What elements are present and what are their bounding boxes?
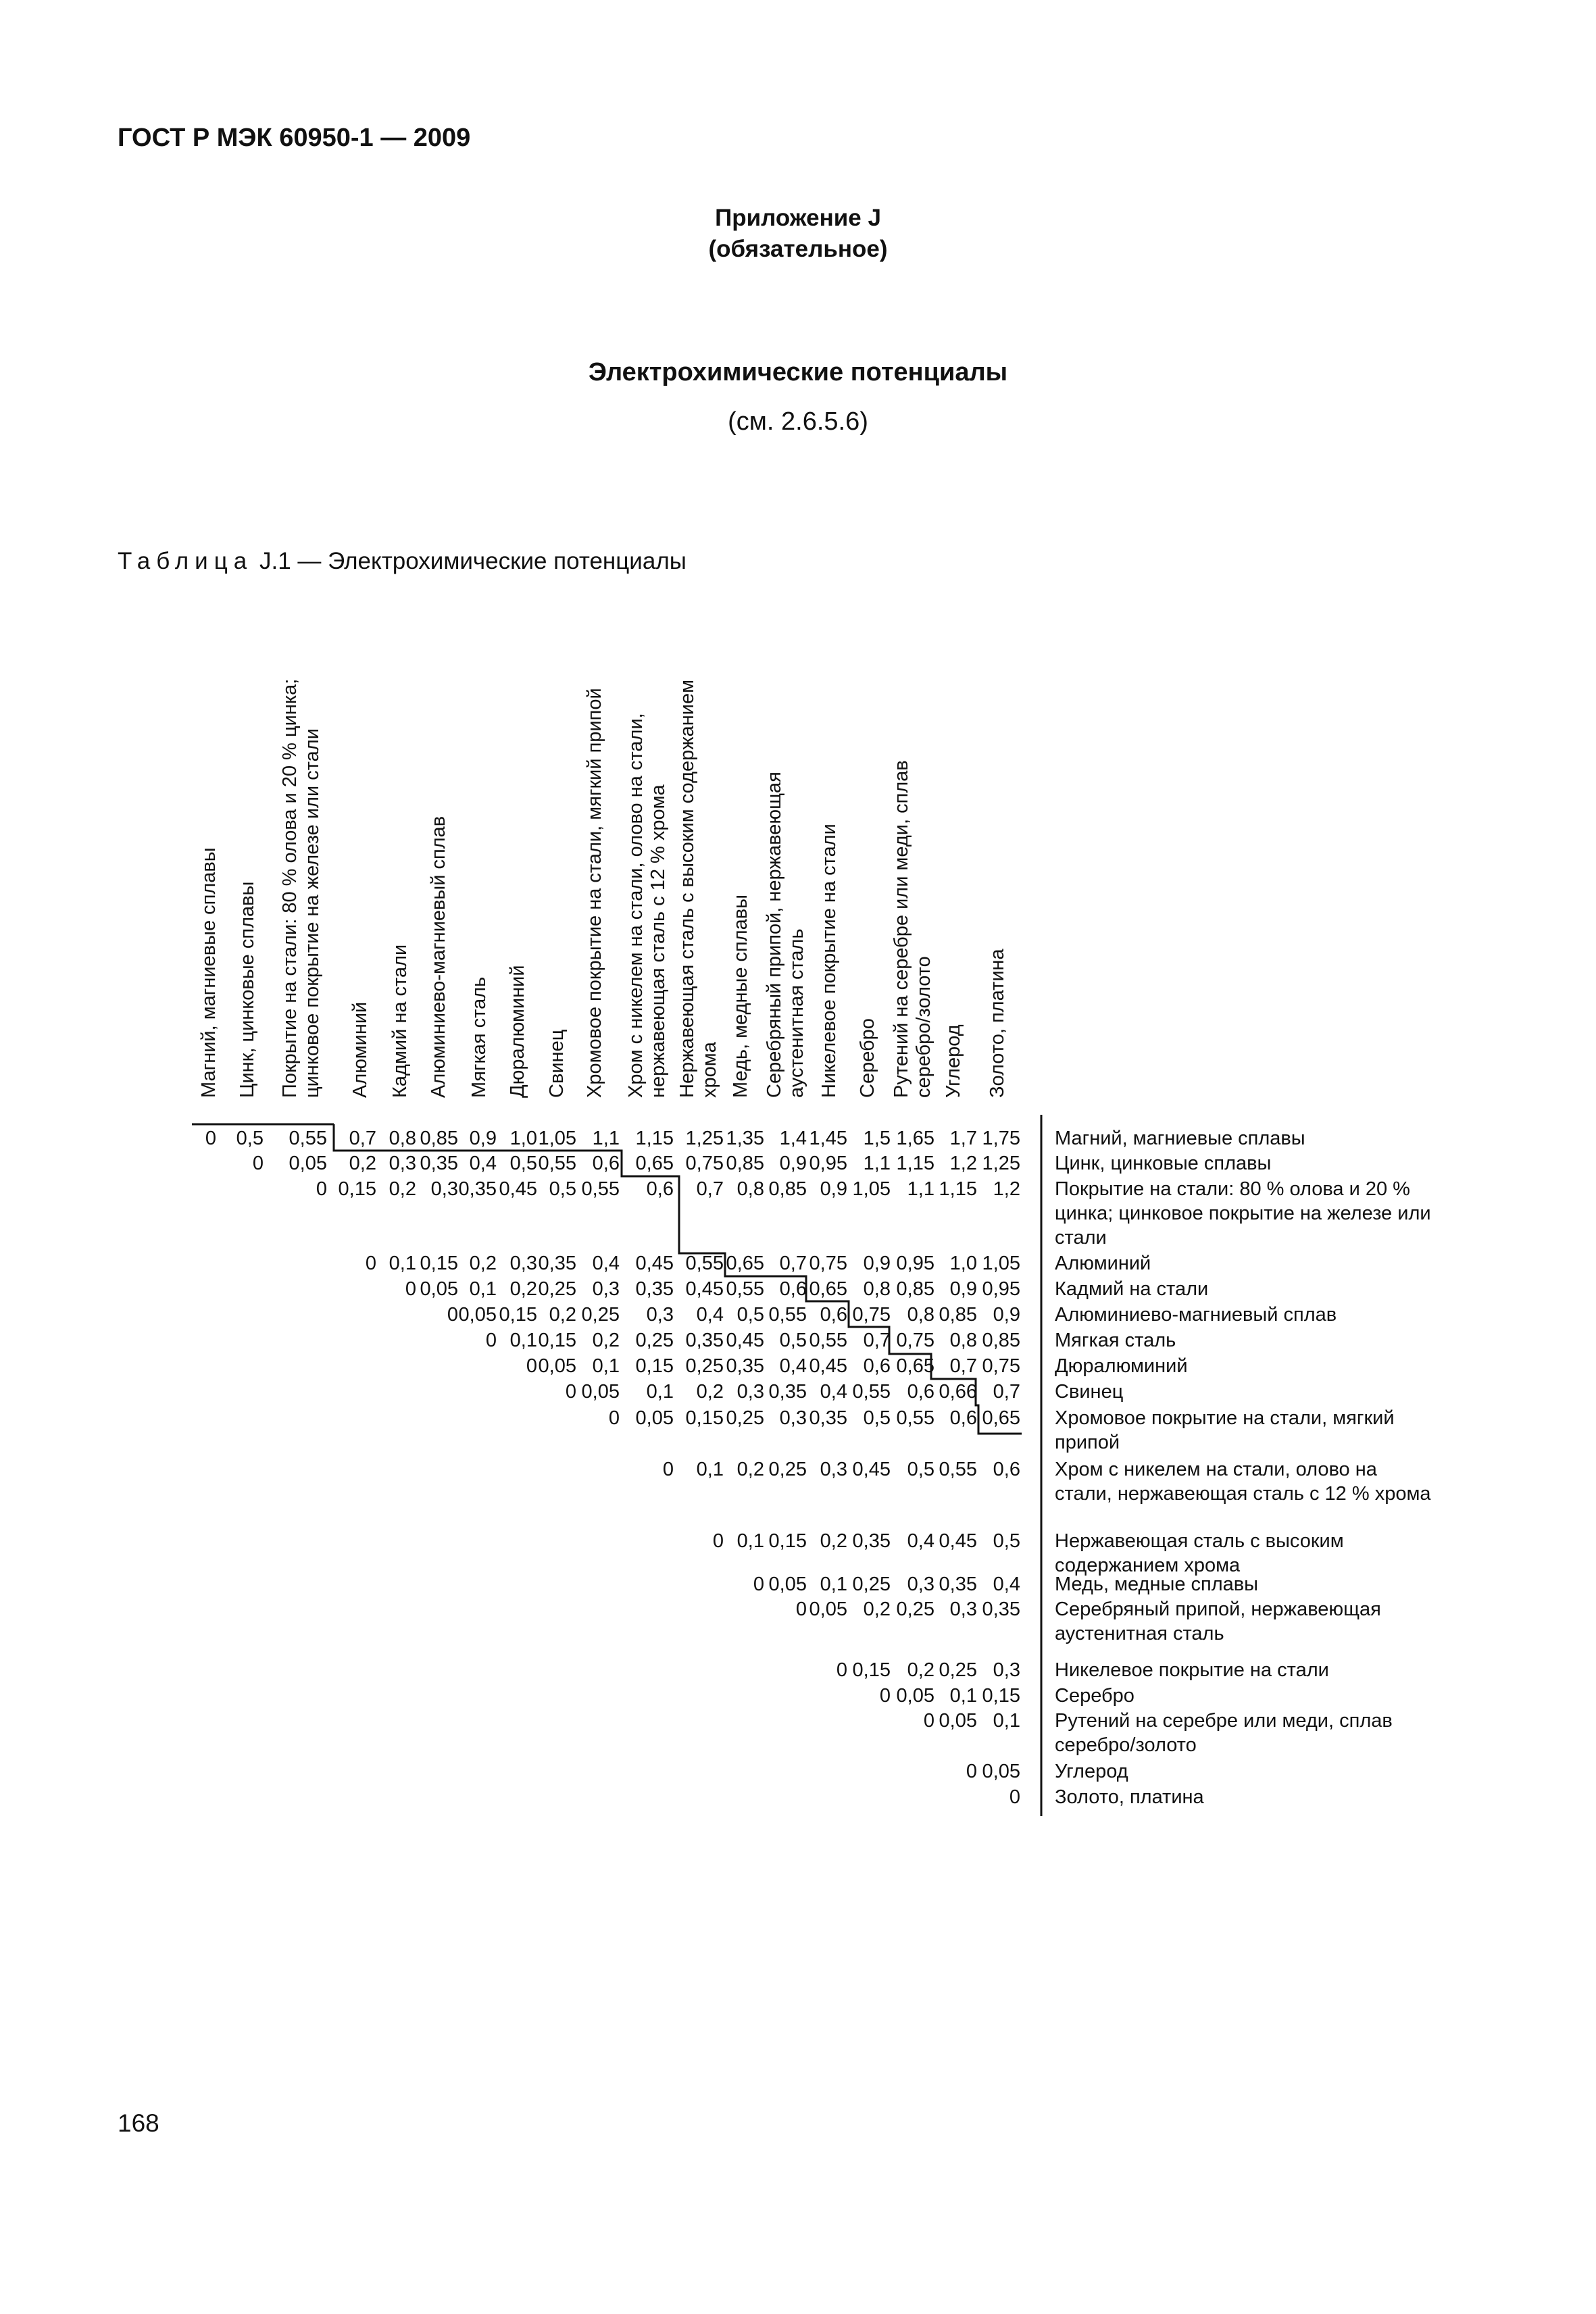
annex-reference: (см. 2.6.5.6) xyxy=(728,407,868,436)
column-header-label: Кадмий на стали xyxy=(389,944,411,1098)
table-cell: 1,65 xyxy=(896,1128,934,1149)
table-cell: 1,7 xyxy=(949,1128,977,1149)
table-cell: 0,55 xyxy=(852,1381,891,1403)
table-cell: 0,3 xyxy=(737,1381,764,1403)
table-cell: 1,05 xyxy=(538,1128,576,1149)
table-cell: 0 xyxy=(447,1304,458,1326)
table-cell: 1,15 xyxy=(939,1178,977,1200)
table-cell: 0,75 xyxy=(982,1355,1020,1377)
table-cell: 0,35 xyxy=(982,1599,1020,1620)
row-label: Медь, медные сплавы xyxy=(1055,1574,1259,1595)
table-cell: 0,15 xyxy=(768,1530,807,1552)
table-cell: 0,2 xyxy=(737,1459,764,1480)
table-cell: 0,15 xyxy=(852,1659,891,1681)
table-cell: 0,5 xyxy=(993,1530,1020,1552)
table-cell: 0 xyxy=(405,1278,416,1300)
table-cell: 0 xyxy=(753,1574,764,1595)
table-cell: 0,95 xyxy=(982,1278,1020,1300)
table-cell: 0,25 xyxy=(852,1574,891,1595)
table-cell: 0,25 xyxy=(896,1599,934,1620)
table-cell: 0,05 xyxy=(939,1710,977,1732)
table-cell: 0,25 xyxy=(581,1304,620,1326)
table-cell: 0 xyxy=(712,1530,724,1552)
column-header-label: Мягкая сталь xyxy=(468,976,490,1098)
table-cell: 0,45 xyxy=(499,1178,537,1200)
table-cell: 0,9 xyxy=(779,1153,807,1174)
table-cell: 1,45 xyxy=(809,1128,847,1149)
row-label: Никелевое покрытие на стали xyxy=(1055,1659,1329,1681)
table-cell: 0,55 xyxy=(685,1253,724,1274)
table-cell: 0,85 xyxy=(726,1153,764,1174)
table-cell: 0,05 xyxy=(768,1574,807,1595)
column-header-label: Углерод xyxy=(943,1024,964,1098)
row-label: Мягкая сталь xyxy=(1055,1330,1176,1351)
table-cell: 0,05 xyxy=(538,1355,576,1377)
table-cell: 0,35 xyxy=(939,1574,977,1595)
table-cell: 0,2 xyxy=(907,1659,934,1681)
row-label: Свинец xyxy=(1055,1381,1124,1403)
column-header-label: Алюминиево-магниевый сплав xyxy=(428,815,449,1098)
column-header-label: Нержавеющая сталь с высоким содержанием хрома xyxy=(676,679,720,1098)
table-cell: 0,45 xyxy=(685,1278,724,1300)
table-cell: 1,0 xyxy=(949,1253,977,1274)
table-cell: 0,45 xyxy=(939,1530,977,1552)
table-cell: 0,35 xyxy=(635,1278,674,1300)
table-cell: 0,1 xyxy=(592,1355,620,1377)
table-cell: 0,4 xyxy=(779,1355,807,1377)
table-cell: 0,3 xyxy=(430,1178,458,1200)
table-cell: 0,5 xyxy=(779,1330,807,1351)
table-cell: 0,1 xyxy=(949,1685,977,1707)
table-cell: 0,2 xyxy=(592,1330,620,1351)
document-header: ГОСТ Р МЭК 60950-1 — 2009 xyxy=(118,124,471,152)
table-cell: 0,25 xyxy=(538,1278,576,1300)
table-cell: 0,15 xyxy=(685,1407,724,1429)
row-label: Углерод xyxy=(1055,1761,1128,1782)
table-cell: 0,35 xyxy=(458,1178,497,1200)
table-cell: 0,15 xyxy=(538,1330,576,1351)
table-cell: 0,6 xyxy=(949,1407,977,1429)
column-header-label: Дюралюминий xyxy=(507,965,528,1098)
table-cell: 0,05 xyxy=(458,1304,497,1326)
table-cell: 0,25 xyxy=(635,1330,674,1351)
table-cell: 0,2 xyxy=(820,1530,847,1552)
table-cell: 1,2 xyxy=(949,1153,977,1174)
table-cell: 0,8 xyxy=(737,1178,764,1200)
table-cell: 0,55 xyxy=(726,1278,764,1300)
table-cell: 1,1 xyxy=(907,1178,934,1200)
table-cell: 0,1 xyxy=(469,1278,497,1300)
potential-threshold-line xyxy=(334,1124,1022,1434)
table-cell: 0,5 xyxy=(549,1178,576,1200)
table-cell: 0,45 xyxy=(726,1330,764,1351)
table-cell: 0,35 xyxy=(768,1381,807,1403)
table-cell: 0,05 xyxy=(809,1599,847,1620)
table-cell: 0,45 xyxy=(635,1253,674,1274)
column-header-label: Медь, медные сплавы xyxy=(730,894,751,1098)
table-cell: 0,5 xyxy=(509,1153,537,1174)
table-cell: 1,1 xyxy=(863,1153,891,1174)
table-cell: 0,35 xyxy=(852,1530,891,1552)
table-cell: 0,25 xyxy=(685,1355,724,1377)
table-cell: 0,45 xyxy=(852,1459,891,1480)
table-cell: 0,55 xyxy=(809,1330,847,1351)
column-header-label: Золото, платина xyxy=(987,949,1008,1098)
table-cell: 0,3 xyxy=(993,1659,1020,1681)
table-caption-text: J.1 — Электрохимические потенциалы xyxy=(259,548,687,574)
table-cell: 0,75 xyxy=(809,1253,847,1274)
table-cell: 0,65 xyxy=(635,1153,674,1174)
table-cell: 0,05 xyxy=(896,1685,934,1707)
table-cell: 1,75 xyxy=(982,1128,1020,1149)
table-cell: 0,2 xyxy=(389,1178,416,1200)
table-cell: 0,2 xyxy=(509,1278,537,1300)
table-cell: 0,66 xyxy=(939,1381,977,1403)
column-header-label: Хром с никелем на стали, олово на стали, нержавеющая сталь с 12 % хрома xyxy=(625,713,669,1098)
table-cell: 0,8 xyxy=(949,1330,977,1351)
row-label: Серебряный припой, нержавеющая аустенитная сталь xyxy=(1055,1599,1381,1644)
row-label: Хром с никелем на стали, олово на стали, нержавеющая сталь с 12 % хрома xyxy=(1055,1459,1431,1505)
table-cell: 0,2 xyxy=(469,1253,497,1274)
table-cell: 0,15 xyxy=(982,1685,1020,1707)
table-cell: 0 xyxy=(316,1178,327,1200)
row-label: Магний, магниевые сплавы xyxy=(1055,1128,1305,1149)
table-cell: 0,9 xyxy=(469,1128,497,1149)
table-cell: 0,9 xyxy=(949,1278,977,1300)
table-cell: 0,2 xyxy=(349,1153,376,1174)
table-cell: 0,4 xyxy=(469,1153,497,1174)
column-header-label: Свинец xyxy=(546,1029,568,1098)
table-cell: 0 xyxy=(565,1381,576,1403)
page-number: 168 xyxy=(118,2109,159,2137)
table-cell: 0,45 xyxy=(809,1355,847,1377)
table-cell: 0,15 xyxy=(499,1304,537,1326)
table-cell: 1,15 xyxy=(635,1128,674,1149)
row-label: Серебро xyxy=(1055,1685,1134,1707)
table-cell: 0,5 xyxy=(737,1304,764,1326)
table-cell: 0,5 xyxy=(236,1128,264,1149)
table-cell: 1,1 xyxy=(592,1128,620,1149)
table-cell: 0,3 xyxy=(509,1253,537,1274)
table-cell: 0,65 xyxy=(726,1253,764,1274)
table-cell: 1,05 xyxy=(852,1178,891,1200)
table-cell: 0,35 xyxy=(809,1407,847,1429)
table-cell: 1,0 xyxy=(509,1128,537,1149)
table-cell: 0,85 xyxy=(896,1278,934,1300)
table-cell: 0,4 xyxy=(696,1304,724,1326)
table-cell: 0,55 xyxy=(538,1153,576,1174)
table-cell: 0,4 xyxy=(592,1253,620,1274)
table-cell: 0,1 xyxy=(646,1381,674,1403)
table-cell: 1,15 xyxy=(896,1153,934,1174)
table-cell: 0,9 xyxy=(863,1253,891,1274)
table-cell: 0,6 xyxy=(779,1278,807,1300)
table-cell: 0 xyxy=(662,1459,674,1480)
table-cell: 0,65 xyxy=(809,1278,847,1300)
table-cell: 0,8 xyxy=(907,1304,934,1326)
column-header-label: Серебро xyxy=(857,1018,878,1098)
table-cell: 0,6 xyxy=(907,1381,934,1403)
table-cell: 0,4 xyxy=(820,1381,847,1403)
table-cell: 1,35 xyxy=(726,1128,764,1149)
table-cell: 0 xyxy=(879,1685,891,1707)
table-cell: 0,15 xyxy=(420,1253,458,1274)
row-label: Дюралюминий xyxy=(1055,1355,1188,1377)
table-cell: 0,7 xyxy=(696,1178,724,1200)
table-cell: 0,7 xyxy=(779,1253,807,1274)
table-cell: 0,9 xyxy=(993,1304,1020,1326)
table-cell: 0 xyxy=(205,1128,216,1149)
table-cell: 0,3 xyxy=(592,1278,620,1300)
table-cell: 0,1 xyxy=(737,1530,764,1552)
table-cell: 1,05 xyxy=(982,1253,1020,1274)
row-label: Алюминий xyxy=(1055,1253,1151,1274)
row-label: Покрытие на стали: 80 % олова и 20 % цинка; цинковое покрытие на железе или стали xyxy=(1055,1178,1431,1249)
table-cell: 0,65 xyxy=(982,1407,1020,1429)
column-header-label: Цинк, цинковые сплавы xyxy=(236,881,258,1098)
table-cell: 0,4 xyxy=(993,1574,1020,1595)
table-cell: 0,7 xyxy=(863,1330,891,1351)
table-cell: 0,6 xyxy=(993,1459,1020,1480)
table-cell: 0 xyxy=(485,1330,497,1351)
table-cell: 0,75 xyxy=(852,1304,891,1326)
table-cell: 0,35 xyxy=(538,1253,576,1274)
table-cell: 1,25 xyxy=(685,1128,724,1149)
table-cell: 0,1 xyxy=(389,1253,416,1274)
table-cell: 0,1 xyxy=(820,1574,847,1595)
table-cell: 0,3 xyxy=(389,1153,416,1174)
table-cell: 0,35 xyxy=(685,1330,724,1351)
table-cell: 0,3 xyxy=(949,1599,977,1620)
table-cell: 0,75 xyxy=(685,1153,724,1174)
table-caption-prefix: Таблица xyxy=(118,548,253,574)
table-cell: 0,7 xyxy=(949,1355,977,1377)
column-header-label: Покрытие на стали: 80 % олова и 20 % цинка; цинковое покрытие на железе или стали xyxy=(279,678,323,1098)
row-label: Золото, платина xyxy=(1055,1786,1204,1808)
column-header-label: Алюминий xyxy=(349,1001,371,1098)
table-cell: 0,7 xyxy=(993,1381,1020,1403)
table-cell: 0,55 xyxy=(289,1128,327,1149)
table-cell: 0,85 xyxy=(939,1304,977,1326)
table-cell: 0,95 xyxy=(809,1153,847,1174)
table-cell: 0,2 xyxy=(863,1599,891,1620)
table-cell: 0,25 xyxy=(726,1407,764,1429)
table-cell: 0,1 xyxy=(993,1710,1020,1732)
table-cell: 0,65 xyxy=(896,1355,934,1377)
table-cell: 0,8 xyxy=(863,1278,891,1300)
table-cell: 0,05 xyxy=(982,1761,1020,1782)
table-cell: 0,8 xyxy=(389,1128,416,1149)
column-header-label: Рутений на серебре или меди, сплав серебро/золото xyxy=(891,760,934,1098)
table-cell: 0,85 xyxy=(420,1128,458,1149)
table-cell: 0 xyxy=(1009,1786,1020,1808)
table-cell: 0,3 xyxy=(820,1459,847,1480)
table-cell: 1,5 xyxy=(863,1128,891,1149)
table-cell: 0 xyxy=(795,1599,807,1620)
table-cell: 0 xyxy=(836,1659,847,1681)
table-cell: 1,4 xyxy=(779,1128,807,1149)
annex-title: Электрохимические потенциалы xyxy=(588,358,1008,386)
table-cell: 0,5 xyxy=(907,1459,934,1480)
table-cell: 1,25 xyxy=(982,1153,1020,1174)
table-cell: 0,85 xyxy=(982,1330,1020,1351)
table-cell: 0,3 xyxy=(779,1407,807,1429)
table-cell: 1,2 xyxy=(993,1178,1020,1200)
row-label: Хромовое покрытие на стали, мягкий припой xyxy=(1055,1407,1395,1453)
column-header-label: Никелевое покрытие на стали xyxy=(818,824,840,1098)
table-cell: 0,05 xyxy=(289,1153,327,1174)
table-cell: 0,4 xyxy=(907,1530,934,1552)
row-label: Кадмий на стали xyxy=(1055,1278,1209,1300)
table-cell: 0,25 xyxy=(939,1659,977,1681)
table-cell: 0,9 xyxy=(820,1178,847,1200)
table-cell: 0,3 xyxy=(646,1304,674,1326)
table-cell: 0,6 xyxy=(863,1355,891,1377)
table-cell: 0,5 xyxy=(863,1407,891,1429)
table-cell: 0,05 xyxy=(581,1381,620,1403)
table-cell: 0 xyxy=(923,1710,934,1732)
row-label: Алюминиево-магниевый сплав xyxy=(1055,1304,1337,1326)
table-cell: 0,55 xyxy=(768,1304,807,1326)
table-cell: 0,35 xyxy=(726,1355,764,1377)
table-cell: 0 xyxy=(252,1153,264,1174)
table-cell: 0,05 xyxy=(635,1407,674,1429)
table-cell: 0,25 xyxy=(768,1459,807,1480)
table-cell: 0,1 xyxy=(509,1330,537,1351)
table-cell: 0,75 xyxy=(896,1330,934,1351)
annex-status: (обязательное) xyxy=(708,236,888,262)
table-cell: 0,6 xyxy=(646,1178,674,1200)
annex-label: Приложение J xyxy=(715,205,881,231)
table-cell: 0 xyxy=(608,1407,620,1429)
column-header-label: Серебряный припой, нержавеющая аустенитная сталь xyxy=(764,772,807,1098)
table-cell: 0,3 xyxy=(907,1574,934,1595)
table-cell: 0 xyxy=(365,1253,376,1274)
table-cell: 0,05 xyxy=(420,1278,458,1300)
row-label: Цинк, цинковые сплавы xyxy=(1055,1153,1272,1174)
table-cell: 0,95 xyxy=(896,1253,934,1274)
table-cell: 0 xyxy=(526,1355,537,1377)
table-cell: 0,6 xyxy=(592,1153,620,1174)
table-cell: 0,55 xyxy=(581,1178,620,1200)
column-header-label: Хромовое покрытие на стали, мягкий припой xyxy=(584,688,605,1098)
table-cell: 0,7 xyxy=(349,1128,376,1149)
table-cell: 0,6 xyxy=(820,1304,847,1326)
table-cell: 0,55 xyxy=(939,1459,977,1480)
row-label: Рутений на серебре или меди, сплав серебро/золото xyxy=(1055,1710,1393,1756)
table-cell: 0,35 xyxy=(420,1153,458,1174)
row-label: Нержавеющая сталь с высоким содержанием хрома xyxy=(1055,1530,1344,1576)
table-cell: 0,15 xyxy=(635,1355,674,1377)
table-cell: 0,85 xyxy=(768,1178,807,1200)
column-header-label: Магний, магниевые сплавы xyxy=(198,847,220,1098)
table-cell: 0,15 xyxy=(338,1178,376,1200)
table-cell: 0,2 xyxy=(696,1381,724,1403)
table-cell: 0,1 xyxy=(696,1459,724,1480)
table-cell: 0,2 xyxy=(549,1304,576,1326)
table-cell: 0 xyxy=(966,1761,977,1782)
table-cell: 0,55 xyxy=(896,1407,934,1429)
